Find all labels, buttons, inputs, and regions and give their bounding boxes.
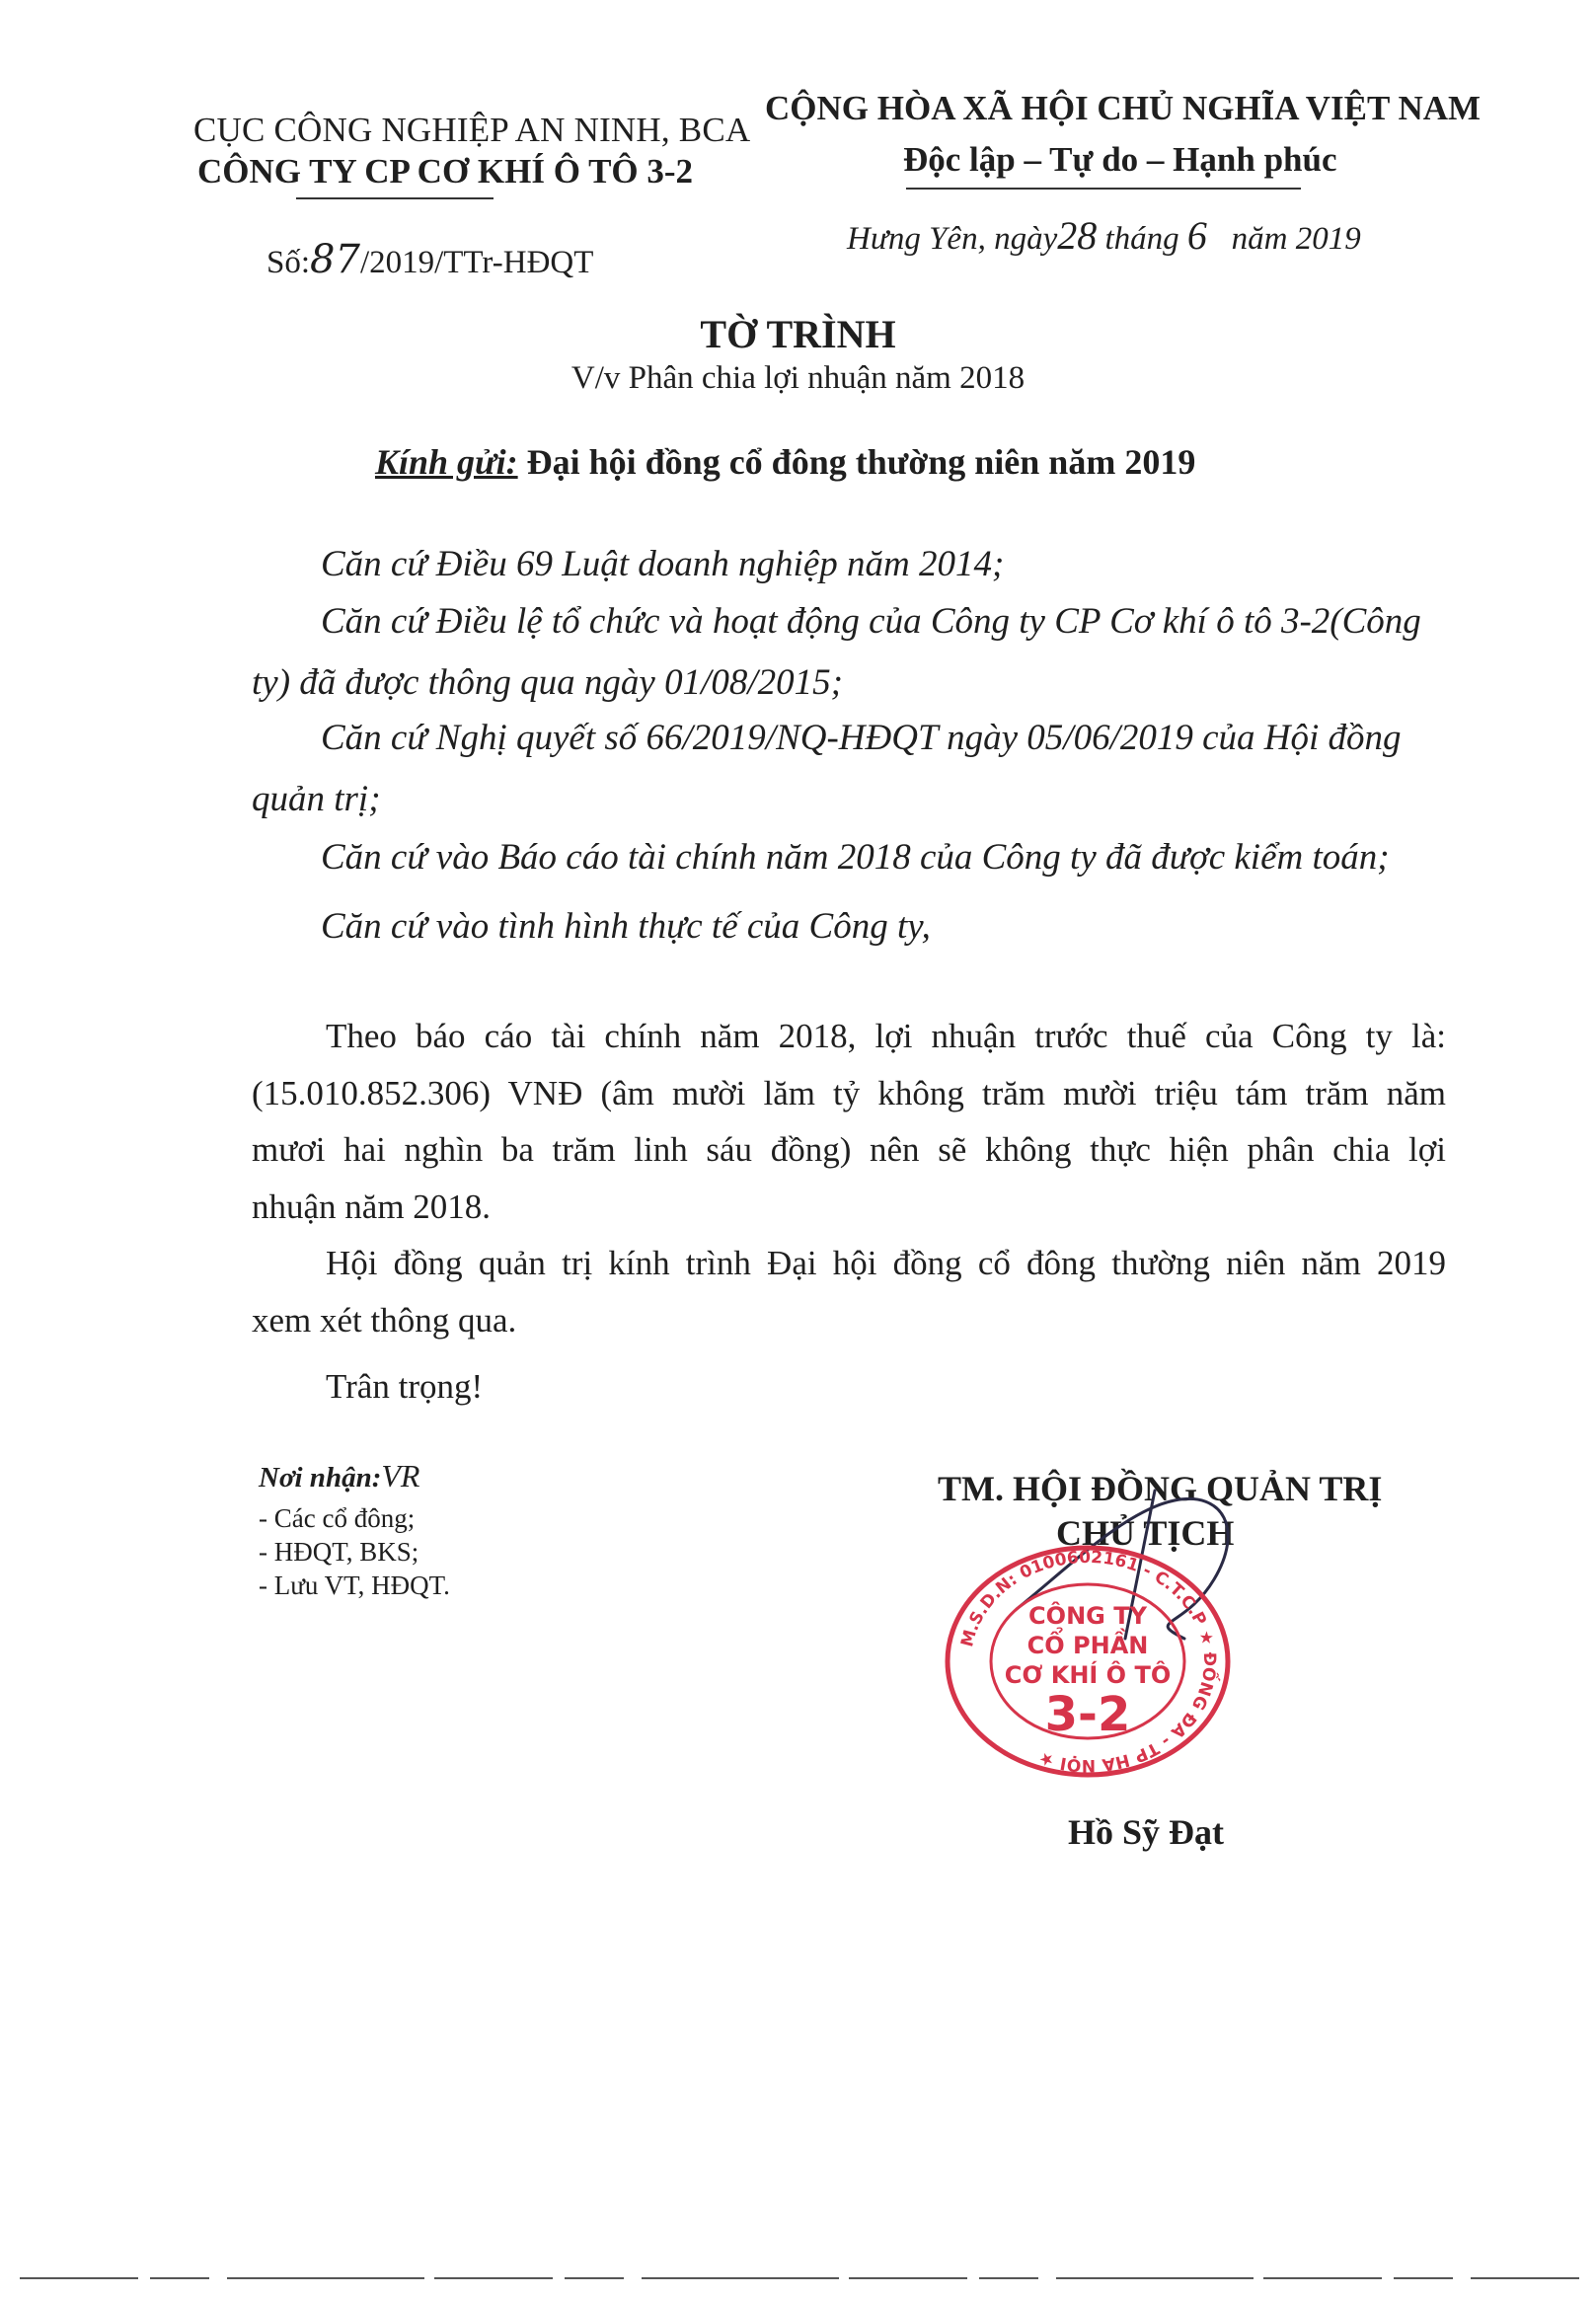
recipients-label-text: Nơi nhận: bbox=[259, 1462, 382, 1494]
recipients-scribble: VR bbox=[381, 1458, 420, 1494]
recipients-label bbox=[259, 1458, 419, 1494]
seal-ring-text: M.S.D.N: 0100602161 - C.T.C.P ★ ĐỐNG ĐA - TP HÀ NỘI ★ bbox=[957, 1547, 1220, 1776]
agency-name: CỤC CÔNG NGHIỆP AN NINH, BCA bbox=[193, 111, 751, 149]
recipient-item: - HĐQT, BKS; bbox=[259, 1537, 419, 1567]
seal-center-line: 3-2 bbox=[1044, 1687, 1131, 1742]
date-year: năm 2019 bbox=[1231, 221, 1361, 257]
seal-center-line: CỔ PHẦN bbox=[1026, 1632, 1149, 1659]
seal-center-line: CƠ KHÍ Ô TÔ bbox=[1004, 1661, 1172, 1689]
ground-line: Căn cứ Điều lệ tổ chức và hoạt động của Công ty CP Cơ khí ô tô 3-2(Công bbox=[321, 601, 1421, 642]
ground-line: Căn cứ vào Báo cáo tài chính năm 2018 của Công ty đã được kiểm toán; bbox=[321, 837, 1390, 878]
date-day: 28 bbox=[1057, 213, 1098, 258]
ground-line: ty) đã được thông qua ngày 01/08/2015; bbox=[252, 662, 843, 703]
body-line: Hội đồng quản trị kính trình Đại hội đồng cổ đông thường niên năm 2019 bbox=[326, 1244, 1446, 1282]
doc-number-handwritten: 87 bbox=[310, 237, 360, 282]
date-month: 6 bbox=[1186, 213, 1207, 258]
document-title: TỜ TRÌNH bbox=[700, 312, 896, 356]
body-line: Theo báo cáo tài chính năm 2018, lợi nhuận trước thuế của Công ty là: bbox=[326, 1017, 1446, 1055]
seal-center-line: CÔNG TY bbox=[1028, 1602, 1147, 1630]
document-date bbox=[847, 212, 1361, 259]
nation-title: CỘNG HÒA XÃ HỘI CHỦ NGHĨA VIỆT NAM bbox=[765, 89, 1482, 127]
ground-line: Căn cứ Nghị quyết số 66/2019/NQ-HĐQT ngày 05/06/2019 của Hội đồng bbox=[321, 718, 1402, 758]
nation-motto: Độc lập – Tự do – Hạnh phúc bbox=[903, 140, 1337, 179]
document-number bbox=[266, 237, 593, 282]
document-subtitle: V/v Phân chia lợi nhuận năm 2018 bbox=[570, 360, 1026, 396]
signature-title: TM. HỘI ĐỒNG QUẢN TRỊ bbox=[938, 1469, 1383, 1508]
signature-role: CHỦ TỊCH bbox=[1056, 1513, 1235, 1553]
company-seal bbox=[940, 1543, 1236, 1780]
closing-line: Trân trọng! bbox=[326, 1367, 484, 1406]
company-name: CÔNG TY CP CƠ KHÍ Ô TÔ 3-2 bbox=[197, 152, 694, 191]
body-line: xem xét thông qua. bbox=[252, 1301, 517, 1340]
ground-line: Căn cứ vào tình hình thực tế của Công ty, bbox=[321, 906, 931, 947]
body-line: nhuận năm 2018. bbox=[252, 1187, 492, 1226]
addressee-text: Đại hội đồng cổ đông thường niên năm 2019 bbox=[526, 442, 1196, 482]
company-underline bbox=[296, 197, 494, 199]
addressee-label: Kính gửi: bbox=[375, 442, 518, 482]
scan-edge-line bbox=[20, 2275, 1579, 2281]
doc-number-prefix: Số: bbox=[266, 245, 311, 280]
ground-line: Căn cứ Điều 69 Luật doanh nghiệp năm 2014; bbox=[321, 544, 1005, 584]
body-line: mươi hai nghìn ba trăm linh sáu đồng) nên sẽ không thực hiện phân chia lợi bbox=[252, 1130, 1446, 1169]
ground-line: quản trị; bbox=[252, 779, 381, 819]
motto-underline bbox=[906, 188, 1301, 190]
addressee bbox=[375, 441, 1195, 483]
recipient-item: - Các cổ đông; bbox=[259, 1503, 416, 1533]
body-line: (15.010.852.306) VNĐ (âm mười lăm tỷ không trăm mười triệu tám trăm năm bbox=[252, 1074, 1446, 1112]
date-month-label: tháng bbox=[1104, 221, 1179, 257]
date-prefix: Hưng Yên, ngày bbox=[847, 221, 1058, 257]
signer-name: Hồ Sỹ Đạt bbox=[1068, 1812, 1225, 1852]
doc-number-suffix: /2019/TTr-HĐQT bbox=[359, 245, 594, 280]
recipient-item: - Lưu VT, HĐQT. bbox=[259, 1570, 450, 1600]
